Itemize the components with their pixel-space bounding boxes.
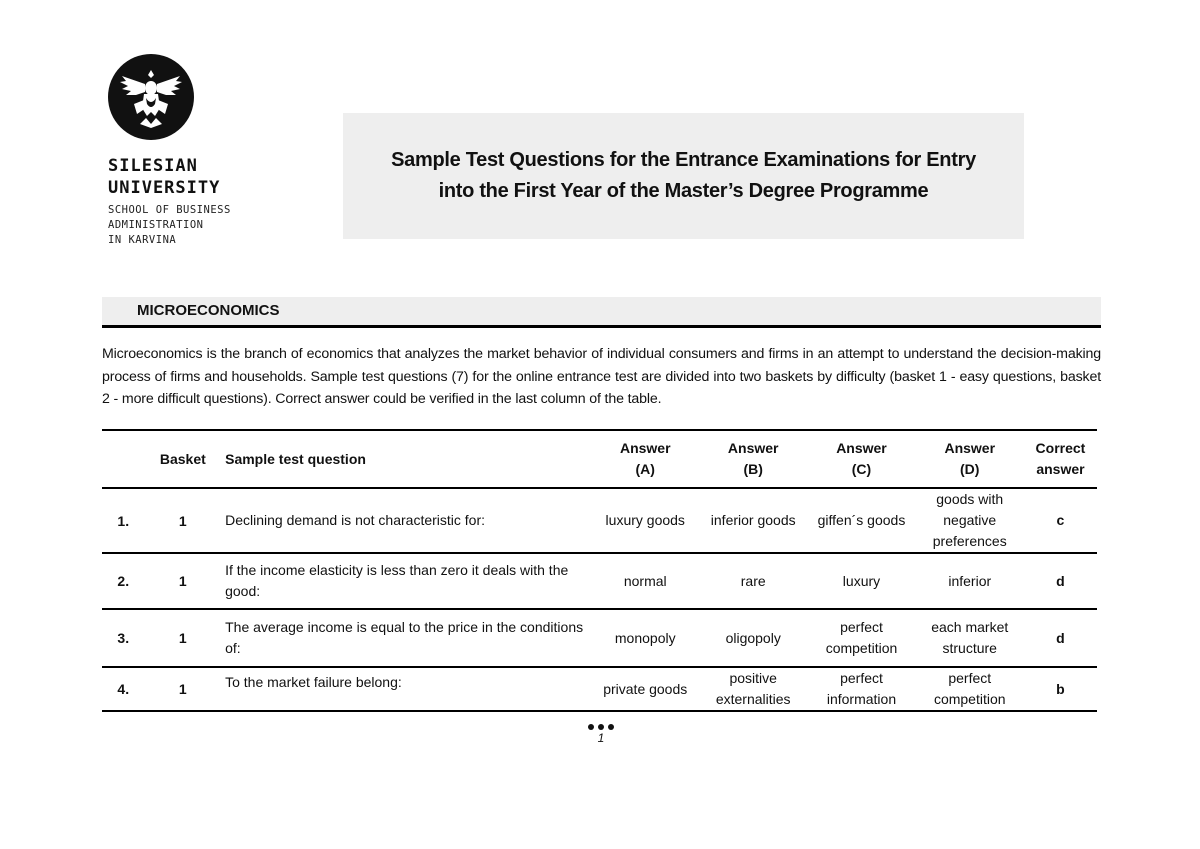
intro-paragraph: Microeconomics is the branch of economics that analyzes the market behavior of individual consumers and firms in an attempt to understand the decision-making process of firms and households. Sample test questions (7) for the online entrance test are divided into two baskets by difficulty (basket 1 - easy questions, basket 2 - more difficult questions). Correct answer could be verified in the last column of the table.	[102, 346, 1101, 407]
row-basket: 1	[178, 573, 187, 589]
row-answer-c: perfect competition	[825, 619, 898, 656]
university-logo	[108, 54, 308, 248]
header-answer-b-line1: Answer	[727, 440, 779, 456]
header-answer-d	[916, 430, 1024, 488]
row-answer-d: perfect competition	[933, 670, 1006, 707]
header-num	[102, 430, 145, 488]
row-correct-answer: b	[1056, 680, 1065, 697]
row-answer-a: private goods	[603, 680, 688, 697]
row-num: 3.	[117, 630, 130, 646]
document-title-box	[343, 113, 1024, 239]
header-answer-d-line2: (D)	[960, 461, 980, 477]
section-heading: MICROECONOMICS	[137, 302, 280, 319]
row-correct-answer: d	[1056, 629, 1065, 646]
row-answer-a: luxury goods	[605, 512, 685, 528]
row-answer-b: oligopoly	[725, 629, 781, 646]
school-line2: ADMINISTRATION	[108, 219, 204, 231]
row-question: To the market failure belong:	[225, 674, 402, 690]
row-question: If the income elasticity is less than zero it deals with the good:	[225, 562, 569, 599]
school-line1: SCHOOL OF BUSINESS	[108, 204, 231, 216]
table-row	[102, 488, 1097, 553]
row-question: The average income is equal to the price in the conditions of:	[225, 619, 584, 656]
section-header	[102, 297, 1101, 328]
table-row	[102, 609, 1097, 667]
row-num: 1.	[117, 512, 130, 529]
row-basket: 1	[178, 681, 187, 697]
row-answer-c: luxury	[842, 572, 881, 589]
row-num: 4.	[117, 681, 130, 697]
table-header-row	[102, 430, 1097, 488]
row-answer-b: positive externalities	[715, 670, 791, 707]
row-answer-b: inferior goods	[710, 512, 796, 528]
row-basket: 1	[178, 512, 187, 529]
header-answer-b-line2: (B)	[743, 461, 763, 477]
header-correct-line2: answer	[1036, 461, 1085, 477]
title-line1: Sample Test Questions for the Entrance Examinations for Entry	[391, 149, 976, 171]
row-correct-answer: d	[1056, 572, 1065, 589]
school-name	[108, 203, 308, 248]
row-question: Declining demand is not characteristic for:	[225, 512, 486, 528]
table-row	[102, 553, 1097, 609]
header-answer-c	[807, 430, 915, 488]
university-name-line2: UNIVERSITY	[108, 178, 221, 198]
row-answer-d: goods with negative preferences	[932, 491, 1007, 549]
header-basket: Basket	[159, 450, 206, 467]
header-answer-d-line1: Answer	[944, 440, 996, 456]
eagle-emblem-icon	[108, 54, 194, 140]
row-correct-answer: c	[1056, 512, 1065, 528]
header-question: Sample test question	[225, 450, 366, 467]
row-answer-a: monopoly	[614, 629, 676, 646]
header-answer-a-line1: Answer	[619, 440, 671, 456]
title-line2: into the First Year of the Master’s Degree Programme	[438, 180, 929, 202]
row-answer-d: each market structure	[931, 619, 1009, 656]
row-answer-a: normal	[623, 572, 667, 589]
header-answer-a-line2: (A)	[635, 461, 655, 477]
page-footer	[584, 724, 618, 744]
school-line3: IN KARVINA	[108, 234, 177, 246]
row-answer-d: inferior	[948, 572, 992, 589]
ellipsis-dots-icon	[584, 724, 618, 730]
university-name	[108, 155, 308, 199]
row-answer-c: perfect information	[826, 670, 897, 707]
document-title	[391, 145, 976, 207]
row-answer-b: rare	[740, 572, 766, 589]
university-name-line1: SILESIAN	[108, 156, 198, 176]
table-row	[102, 667, 1097, 711]
header-correct-line1: Correct	[1035, 440, 1086, 456]
row-answer-c: giffen´s goods	[817, 512, 906, 528]
questions-table	[102, 429, 1097, 712]
header-answer-b	[699, 430, 807, 488]
header-answer-a	[591, 430, 699, 488]
header-answer-c-line1: Answer	[836, 440, 887, 456]
row-num: 2.	[117, 573, 130, 589]
header-correct-answer	[1024, 430, 1097, 488]
row-basket: 1	[178, 630, 187, 646]
header-answer-c-line2: (C)	[851, 461, 872, 477]
page-number: 1	[597, 731, 605, 745]
